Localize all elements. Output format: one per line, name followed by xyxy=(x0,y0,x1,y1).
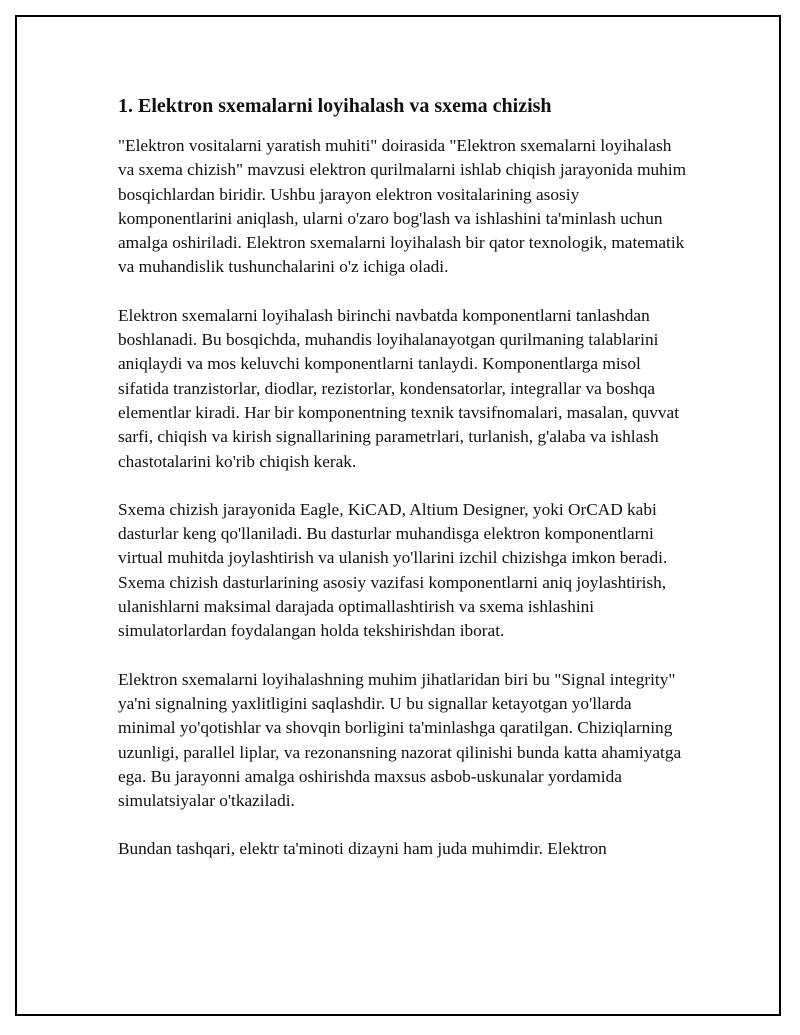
paragraph-3: Sxema chizish jarayonida Eagle, KiCAD, Altium Designer, yoki OrCAD kabi dasturlar keng qo'llaniladi. Bu dasturlar muhandisga elektron komponentlarni virtual muhitda joylashtirish va ulanish yo'llarini izchil chizishga imkon beradi. Sxema chizish dasturlarining asosiy vazifasi komponentlarni aniq joylashtirish, ulanishlarni maksimal darajada optimallashtirish va sxema ishlashini simulatorlardan foydalangan holda tekshirishdan iborat. xyxy=(118,499,668,641)
paragraph-5: Bundan tashqari, elektr ta'minoti dizayni ham juda muhimdir. Elektron xyxy=(118,839,607,859)
section-heading: 1. Elektron sxemalarni loyihalash va sxema chizish xyxy=(118,95,552,117)
paragraph-4: Elektron sxemalarni loyihalashning muhim jihatlaridan biri bu "Signal integrity" ya'ni signalning yaxlitligini saqlashdir. U bu signallar ketayotgan yo'llarda minimal yo'qotishlar va shovqin borligini ta'minlashga qaratilgan. Chiziqlarning uzunligi, parallel liplar, va rezonansning nazorat qilinishi bunda katta ahamiyatga ega. Bu jarayonni amalga oshirishda maxsus asbob-uskunalar yordamida simulatsiyalar o'tkaziladi. xyxy=(118,669,682,811)
paragraph-1: "Elektron vositalarni yaratish muhiti" doirasida "Elektron sxemalarni loyihalash va sxema chizish" mavzusi elektron qurilmalarni ishlab chiqish jarayonida muhim bosqichlardan biridir. Ushbu jarayon elektron vositalarining asosiy komponentlarini aniqlash, ularni o'zaro bog'lash va ishlashini ta'minlash uchun amalga oshiriladi. Elektron sxemalarni loyihalash bir qator texnologik, matematik va muhandislik tushunchalarini o'z ichiga oladi. xyxy=(118,136,687,277)
document-body xyxy=(118,92,690,886)
paragraph-2: Elektron sxemalarni loyihalash birinchi navbatda komponentlarni tanlashdan boshlanadi. Bu bosqichda, muhandis loyihalanayotgan qurilmaning talablarini aniqlaydi va mos keluvchi komponentlarni tanlaydi. Komponentlarga misol sifatida tranzistorlar, diodlar, rezistorlar, kondensatorlar, integrallar va boshqa elementlar kiradi. Har bir komponentning texnik tavsifnomalari, masalan, quvvat sarfi, chiqish va kirish signallarining parametrlari, turlanish, g'alaba va ishlash chastotalarini ko'rib chiqish kerak. xyxy=(118,305,679,471)
